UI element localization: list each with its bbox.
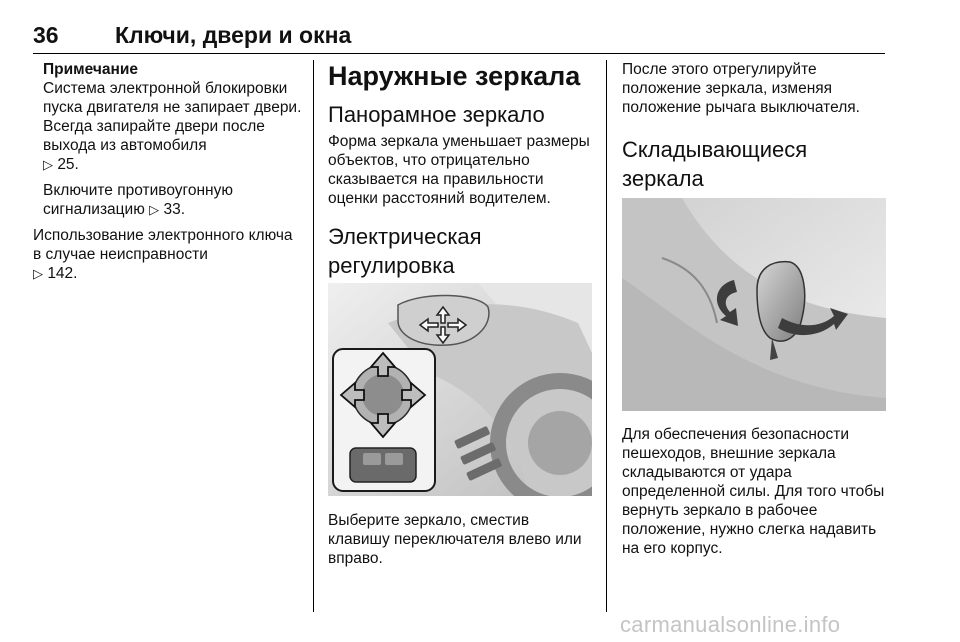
arrow-ref-icon: ▷ <box>149 202 160 217</box>
mirror-switch-drawing <box>328 283 592 496</box>
note-text: Система электронной блокировки пуска двигателя не запирает двери. Всегда запирайте двери после выхода из автомобиля ▷ 25. <box>43 80 302 173</box>
folding-text: Для обеспечения безопасности пешеходов, внешние зеркала складываются от удара определенной силы. Для того чтобы вернуть зеркало в рабочее положение, нужно слегка надавить на его корпус. <box>622 426 885 557</box>
folding-mirror-illustration <box>622 198 886 411</box>
electric-text: Выберите зеркало, сместив клавишу переключателя влево или вправо. <box>328 512 582 567</box>
mirror-switch-illustration <box>328 283 592 496</box>
left-column <box>33 60 305 283</box>
key-text: Использование электронного ключа в случае неисправности ▷ 142. <box>33 227 293 282</box>
header-divider <box>33 53 885 54</box>
alarm-ref-link[interactable]: 33. <box>163 201 186 218</box>
note-ref-link[interactable]: 25. <box>57 156 79 173</box>
folding-mirror-drawing <box>622 198 886 411</box>
column-divider-2 <box>606 60 607 612</box>
column-divider-1 <box>313 60 314 612</box>
watermark: carmanualsonline.info <box>620 612 841 637</box>
adjust-text: После этого отрегулируйте положение зеркала, изменяя положение рычага выключателя. <box>622 61 860 116</box>
right-column <box>622 60 888 193</box>
electric-subheading: Электрическая регулировка <box>328 224 482 278</box>
arrow-ref-icon: ▷ <box>43 157 53 172</box>
note-box <box>33 60 305 219</box>
panoramic-text: Форма зеркала уменьшает размеры объектов, что отрицательно сказывается на правильности оценки расстояний водителем. <box>328 133 590 207</box>
key-ref-link[interactable]: 142. <box>47 265 78 282</box>
panoramic-subheading: Панорамное зеркало <box>328 102 545 127</box>
page-number: 36 <box>33 22 59 48</box>
mirrors-heading: Наружные зеркала <box>328 61 581 91</box>
section-title: Ключи, двери и окна <box>115 22 352 48</box>
arrow-ref-icon: ▷ <box>33 266 43 281</box>
note-alarm-text: Включите противоугонную сигнализацию ▷ 33. <box>43 182 233 218</box>
page-header <box>33 22 885 52</box>
middle-column <box>328 60 594 280</box>
note-heading: Примечание <box>43 61 138 78</box>
folding-subheading: Складывающиеся зеркала <box>622 137 808 191</box>
